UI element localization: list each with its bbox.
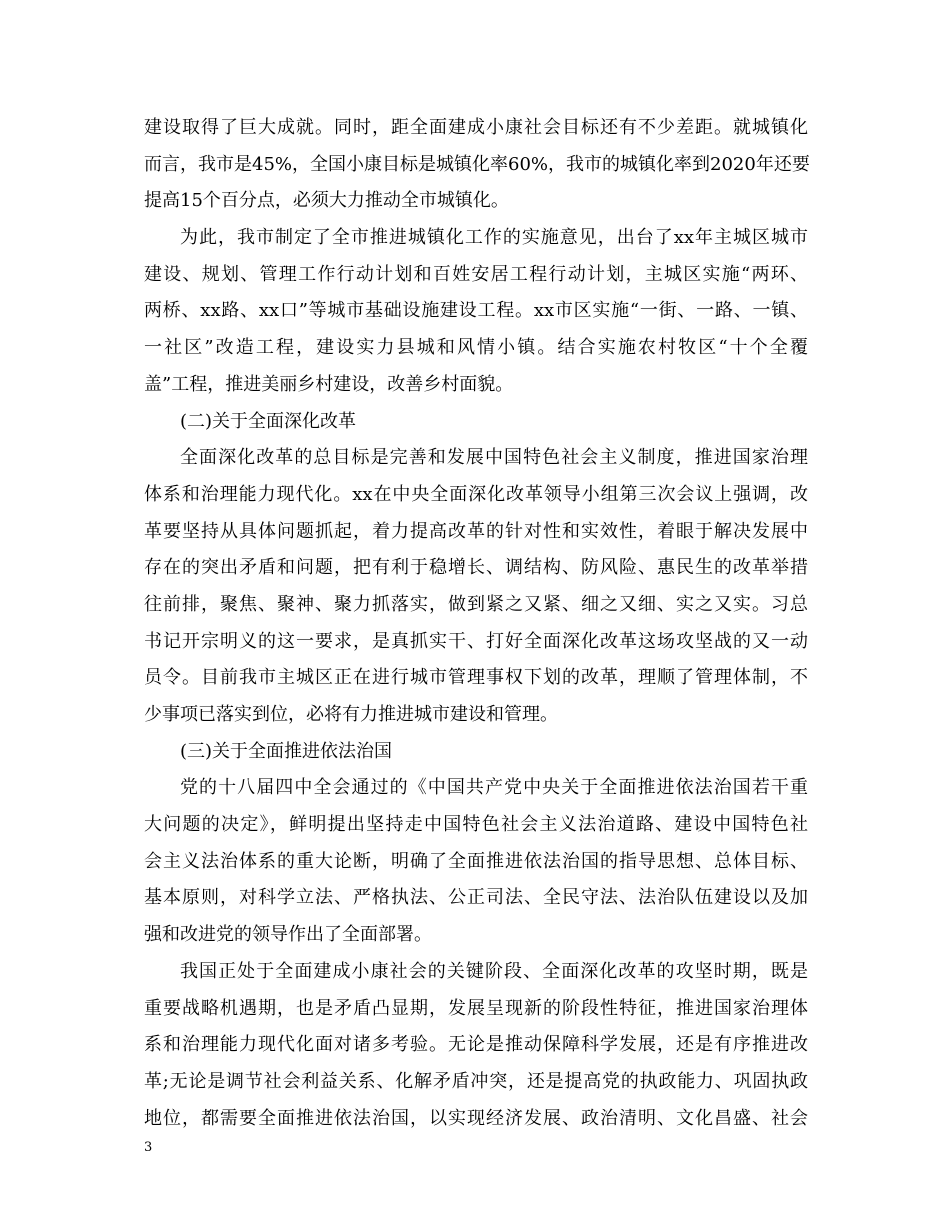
text-line: 两桥、xx路、xx口”等城市基础设施建设工程。xx市区实施“一街、一路、一镇、 bbox=[144, 300, 808, 322]
text-line: 为此，我市制定了全市推进城镇化工作的实施意见，出台了xx年主城区城市 bbox=[180, 227, 808, 249]
text-line: 提高15个百分点，必须大力推动全市城镇化。 bbox=[144, 190, 509, 212]
text-line: 一社区”改造工程，建设实力县城和风情小镇。结合实施农村牧区“十个全覆 bbox=[144, 337, 808, 359]
text-line: 革要坚持从具体问题抓起，着力提高改革的针对性和实效性，着眼于解决发展中 bbox=[144, 520, 808, 542]
text-line: 体系和治理能力现代化。xx在中央全面深化改革领导小组第三次会议上强调，改 bbox=[144, 483, 808, 505]
text-line: 盖”工程，推进美丽乡村建设，改善乡村面貌。 bbox=[144, 373, 514, 395]
text-line: 建设、规划、管理工作行动计划和百姓安居工程行动计划，主城区实施“两环、 bbox=[144, 263, 808, 285]
text-line: 书记开宗明义的这一要求，是真抓实干、打好全面深化改革这场攻坚战的又一动 bbox=[144, 630, 808, 652]
page-number: 3 bbox=[144, 1140, 153, 1155]
text-line: 而言，我市是45%，全国小康目标是城镇化率60%，我市的城镇化率到2020年还要 bbox=[144, 153, 810, 175]
text-line: 往前排，聚焦、聚神、聚力抓落实，做到紧之又紧、细之又细、实之又实。习总 bbox=[144, 593, 808, 615]
text-line: 我国正处于全面建成小康社会的关键阶段、全面深化改革的攻坚时期，既是 bbox=[180, 960, 808, 982]
text-line: (三)关于全面推进依法治国 bbox=[180, 740, 393, 762]
text-line: 革;无论是调节社会利益关系、化解矛盾冲突，还是提高党的执政能力、巩固执政 bbox=[144, 1070, 808, 1092]
text-line: 系和治理能力现代化面对诸多考验。无论是推动保障科学发展，还是有序推进改 bbox=[144, 1034, 808, 1056]
text-line: 大问题的决定》，鲜明提出坚持走中国特色社会主义法治道路、建设中国特色社 bbox=[144, 814, 808, 836]
text-line: 全面深化改革的总目标是完善和发展中国特色社会主义制度，推进国家治理 bbox=[180, 447, 808, 469]
text-line: 重要战略机遇期，也是矛盾凸显期，发展呈现新的阶段性特征，推进国家治理体 bbox=[144, 997, 808, 1019]
text-line: 基本原则，对科学立法、严格执法、公正司法、全民守法、法治队伍建设以及加 bbox=[144, 887, 808, 909]
text-line: (二)关于全面深化改革 bbox=[180, 410, 357, 432]
text-line: 建设取得了巨大成就。同时，距全面建成小康社会目标还有不少差距。就城镇化 bbox=[144, 117, 808, 138]
text-line: 少事项已落实到位，必将有力推进城市建设和管理。 bbox=[144, 704, 558, 725]
text-line: 党的十八届四中全会通过的《中国共产党中央关于全面推进依法治国若干重 bbox=[180, 777, 808, 799]
text-line: 存在的突出矛盾和问题，把有利于稳增长、调结构、防风险、惠民生的改革举措 bbox=[144, 557, 808, 579]
text-line: 强和改进党的领导作出了全面部署。 bbox=[144, 924, 432, 946]
text-line: 员令。目前我市主城区正在进行城市管理事权下划的改革，理顺了管理体制，不 bbox=[144, 667, 808, 689]
text-line: 会主义法治体系的重大论断，明确了全面推进依法治国的指导思想、总体目标、 bbox=[144, 850, 808, 872]
text-line: 地位，都需要全面推进依法治国，以实现经济发展、政治清明、文化昌盛、社会 bbox=[144, 1107, 808, 1129]
body-text bbox=[144, 110, 808, 1137]
